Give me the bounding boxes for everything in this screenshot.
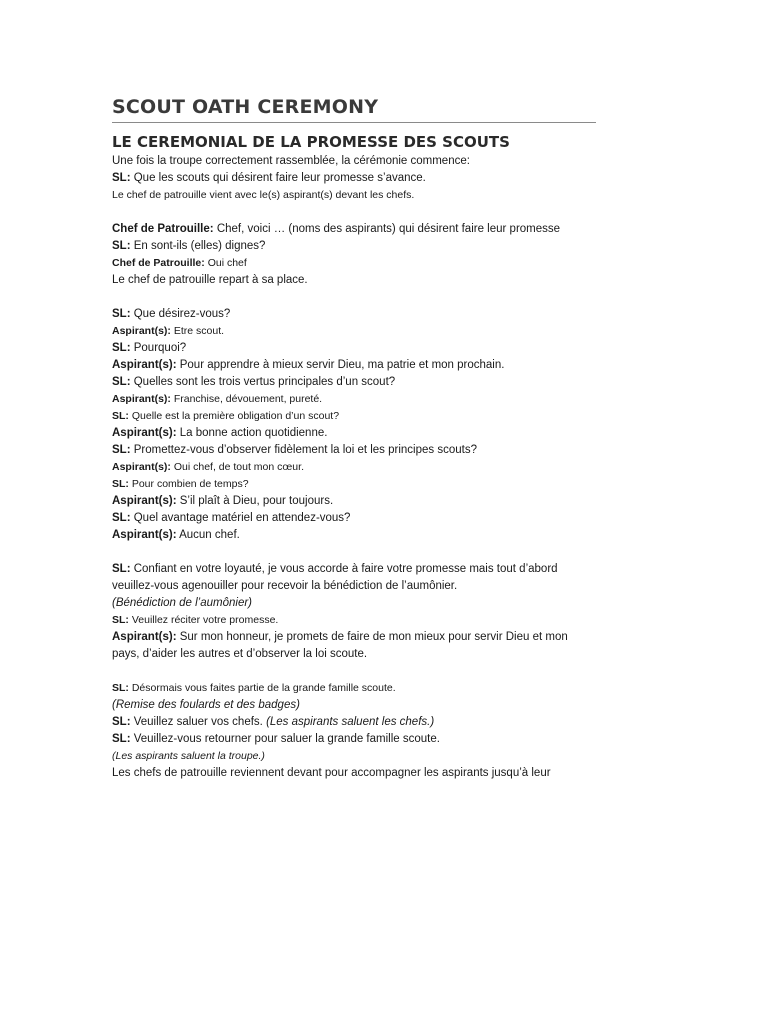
script-line: veuillez-vous agenouiller pour recevoir la bénédiction de l’aumônier.: [112, 580, 458, 592]
script-line: Aspirant(s): Oui chef, de tout mon cœur.: [112, 461, 304, 473]
script-line: SL: Veuillez-vous retourner pour saluer la grande famille scoute.: [112, 733, 440, 745]
script-line: SL: Pour combien de temps?: [112, 478, 249, 490]
speaker-label: SL:: [112, 308, 131, 320]
script-line: SL: Pourquoi?: [112, 342, 187, 354]
script-line: Aspirant(s): Sur mon honneur, je promets de faire de mon mieux pour servir Dieu et mon: [112, 631, 568, 643]
speaker-label: Aspirant(s):: [112, 461, 171, 473]
script-line: SL: Veuillez réciter votre promesse.: [112, 614, 279, 626]
script-line: Les chefs de patrouille reviennent devant pour accompagner les aspirants jusqu’à leur: [112, 767, 551, 779]
speaker-label: Chef de Patrouille:: [112, 223, 214, 235]
script-line: Aspirant(s): Etre scout.: [112, 325, 225, 337]
speaker-label: SL:: [112, 376, 131, 388]
speaker-label: SL:: [112, 240, 131, 252]
script-line: SL: En sont-ils (elles) dignes?: [112, 240, 266, 252]
speaker-label: Chef de Patrouille:: [112, 257, 205, 269]
script-line: SL: Quelle est la première obligation d’un scout?: [112, 410, 340, 422]
script-line: Aspirant(s): Franchise, dévouement, pureté.: [112, 393, 323, 405]
speaker-label: Aspirant(s):: [112, 631, 177, 643]
stage-direction: (Remise des foulards et des badges): [112, 699, 300, 711]
script-line: SL: Quelles sont les trois vertus principales d’un scout?: [112, 376, 396, 388]
speaker-label: SL:: [112, 563, 131, 575]
stage-direction: (Bénédiction de l’aumônier): [112, 597, 252, 609]
script-line: Chef de Patrouille: Oui chef: [112, 257, 247, 269]
speaker-label: Aspirant(s):: [112, 427, 177, 439]
speaker-label: SL:: [112, 444, 131, 456]
script-line: SL: Quel avantage matériel en attendez-vous?: [112, 512, 351, 524]
script-line: Chef de Patrouille: Chef, voici … (noms des aspirants) qui désirent faire leur promesse: [112, 223, 561, 235]
ceremony-script: [112, 153, 602, 782]
script-line: Aspirant(s): S’il plaît à Dieu, pour toujours.: [112, 495, 334, 507]
script-line: pays, d’aider les autres et d’observer la loi scoute.: [112, 648, 368, 660]
speaker-label: SL:: [112, 512, 131, 524]
script-line: Une fois la troupe correctement rassemblée, la cérémonie commence:: [112, 155, 470, 167]
script-line: SL: Confiant en votre loyauté, je vous accorde à faire votre promesse mais tout d’abord: [112, 563, 558, 575]
speaker-label: SL:: [112, 172, 131, 184]
script-line: SL: Que désirez-vous?: [112, 308, 231, 320]
speaker-label: Aspirant(s):: [112, 495, 177, 507]
script-line: SL: Que les scouts qui désirent faire leur promesse s’avance.: [112, 172, 426, 184]
speaker-label: SL:: [112, 716, 131, 728]
stage-direction: (Les aspirants saluent les chefs.): [266, 716, 435, 728]
script-line: Aspirant(s): Pour apprendre à mieux servir Dieu, ma patrie et mon prochain.: [112, 359, 505, 371]
speaker-label: SL:: [112, 342, 131, 354]
speaker-label: SL:: [112, 614, 129, 626]
speaker-label: SL:: [112, 733, 131, 745]
speaker-label: Aspirant(s):: [112, 393, 171, 405]
speaker-label: SL:: [112, 478, 129, 490]
document-page: [112, 96, 602, 782]
speaker-label: Aspirant(s):: [112, 359, 177, 371]
speaker-label: SL:: [112, 410, 129, 422]
script-line: SL: Promettez-vous d’observer fidèlement la loi et les principes scouts?: [112, 444, 477, 456]
speaker-label: Aspirant(s):: [112, 325, 171, 337]
speaker-label: Aspirant(s):: [112, 529, 177, 541]
script-line: SL: Désormais vous faites partie de la grande famille scoute.: [112, 682, 396, 694]
script-line: SL: Veuillez saluer vos chefs. (Les aspirants saluent les chefs.): [112, 716, 435, 728]
script-line: Aspirant(s): Aucun chef.: [112, 529, 240, 541]
script-line: Aspirant(s): La bonne action quotidienne.: [112, 427, 328, 439]
document-title: SCOUT OATH CEREMONY: [112, 96, 596, 123]
script-line: Le chef de patrouille repart à sa place.: [112, 274, 308, 286]
stage-direction: (Les aspirants saluent la troupe.): [112, 750, 265, 762]
document-subtitle: LE CEREMONIAL DE LA PROMESSE DES SCOUTS: [112, 133, 510, 151]
speaker-label: SL:: [112, 682, 129, 694]
script-line: Le chef de patrouille vient avec le(s) aspirant(s) devant les chefs.: [112, 189, 415, 201]
